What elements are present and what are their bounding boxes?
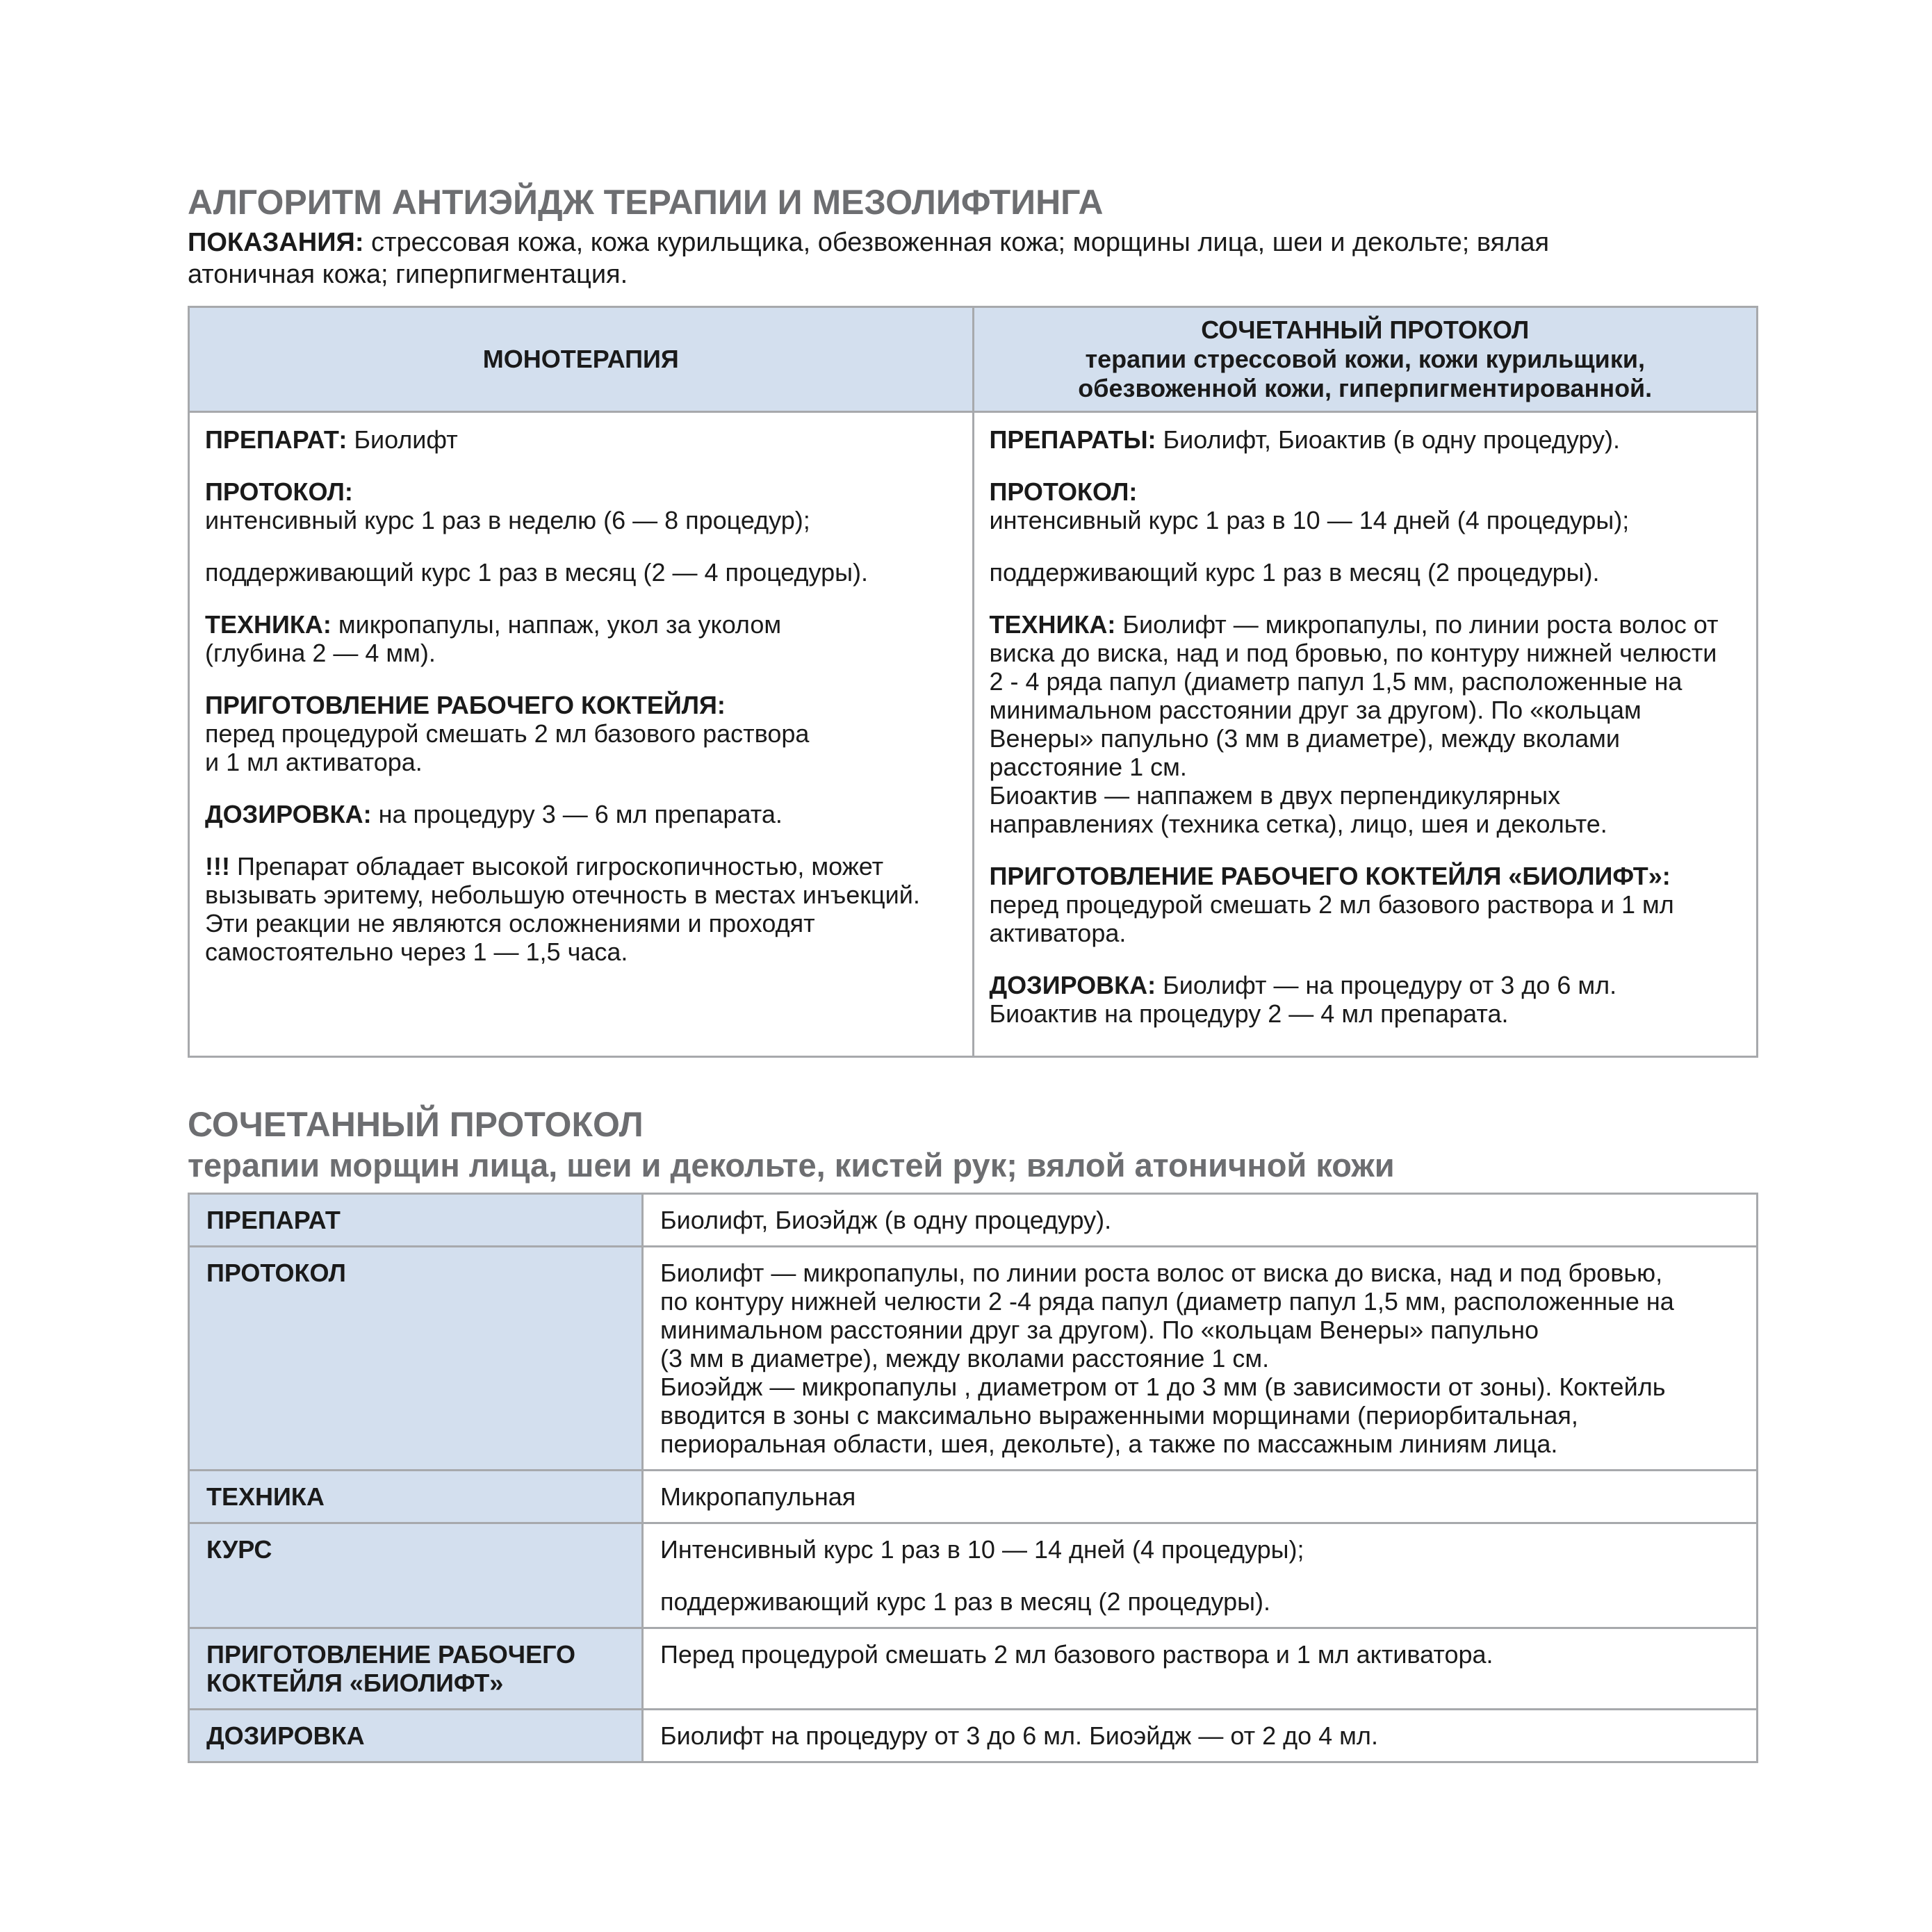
combo-protocol-support	[990, 558, 1742, 587]
combo-tech-line6: расстояние 1 см.	[989, 753, 1187, 781]
table-row	[189, 1247, 1758, 1471]
indications-text: стрессовая кожа, кожа курильщика, обезвоженная кожа; морщины лица, шеи и декольте; вялая	[363, 228, 1550, 257]
row-value-line: поддерживающий курс 1 раз в месяц (2 процедуры).	[660, 1587, 1270, 1616]
mono-dosage	[205, 800, 957, 828]
combo-tech-line2: виска до виска, над и под бровью, по контуру нижней челюсти	[989, 639, 1717, 667]
row-key: ПРОТОКОЛ	[189, 1247, 643, 1471]
document-page	[188, 182, 1758, 1763]
combo-protocol-label: ПРОТОКОЛ:	[989, 477, 1138, 506]
row-value-line: Биолифт — микропапулы, по линии роста волос от виска до виска, над и под бровью,	[660, 1259, 1663, 1287]
monotherapy-header: МОНОТЕРАПИЯ	[189, 307, 974, 412]
mono-protocol-support	[205, 558, 957, 587]
combined-header-line1: СОЧЕТАННЫЙ ПРОТОКОЛ	[1201, 316, 1530, 344]
row-value-line: (3 мм в диаметре), между вколами расстояние 1 см.	[660, 1344, 1270, 1373]
row-key: ТЕХНИКА	[189, 1471, 643, 1523]
mono-tech-text: микропапулы, наппаж, укол за уколом	[331, 610, 782, 639]
mono-warning	[205, 852, 957, 966]
combo-tech-line3: 2 - 4 ряда папул (диаметр папул 1,5 мм, расположенные на	[989, 667, 1683, 696]
combo-protocol	[990, 477, 1742, 534]
mono-dose-text: на процедуру 3 — 6 мл препарата.	[371, 800, 783, 828]
combo-tech-label: ТЕХНИКА:	[989, 610, 1116, 639]
row-key	[189, 1628, 643, 1710]
indications	[188, 227, 1758, 290]
mono-protocol-line2: поддерживающий курс 1 раз в месяц (2 — 4 процедуры).	[205, 558, 869, 587]
combo-protocol-line2: поддерживающий курс 1 раз в месяц (2 процедуры).	[989, 558, 1600, 587]
row-value-line: Биоэйдж — микропапулы , диаметром от 1 до 3 мм (в зависимости от зоны). Коктейль	[660, 1373, 1666, 1401]
mono-cocktail-line1: перед процедурой смешать 2 мл базового раствора	[205, 719, 810, 748]
table-row	[189, 1628, 1758, 1710]
combo-dose-label: ДОЗИРОВКА:	[989, 971, 1156, 999]
row-value-line: Биолифт на процедуру от 3 до 6 мл. Биоэйдж — от 2 до 4 мл.	[660, 1721, 1378, 1750]
monotherapy-cell	[189, 412, 974, 1057]
row-value	[643, 1247, 1758, 1471]
combo-tech-line7: Биоактив — наппажем в двух перпендикулярных	[989, 781, 1561, 810]
mono-note-line1: Препарат обладает высокой гигроскопичностью, может	[229, 852, 884, 881]
combo-tech-text: Биолифт — микропапулы, по линии роста волос от	[1115, 610, 1719, 639]
mono-tech-label: ТЕХНИКА:	[205, 610, 331, 639]
section2-subtitle: терапии морщин лица, шеи и декольте, кистей рук; вялой атоничной кожи	[188, 1147, 1395, 1184]
row-value-line: Микропапульная	[660, 1482, 856, 1511]
table-row	[189, 1471, 1758, 1523]
row-value	[643, 1194, 1758, 1247]
table-row	[189, 1523, 1758, 1628]
combo-protocol-line1: интенсивный курс 1 раз в 10 — 14 дней (4 процедуры);	[989, 506, 1630, 534]
row-key-line1: ПРИГОТОВЛЕНИЕ РАБОЧЕГО	[206, 1640, 576, 1669]
page-title: АЛГОРИТМ АНТИЭЙДЖ ТЕРАПИИ И МЕЗОЛИФТИНГА	[188, 183, 1104, 222]
combo-technique	[990, 610, 1742, 838]
row-value	[643, 1471, 1758, 1523]
row-value	[643, 1523, 1758, 1628]
row-value-line: Перед процедурой смешать 2 мл базового раствора и 1 мл активатора.	[660, 1640, 1493, 1669]
combo-preparation	[990, 425, 1742, 454]
combo-tech-line4: минимальном расстоянии друг за другом). По «кольцам	[989, 696, 1642, 724]
table-row	[189, 1194, 1758, 1247]
mono-note-line2: вызывать эритему, небольшую отечность в местах инъекций.	[205, 881, 920, 909]
row-value-line: по контуру нижней челюсти 2 -4 ряда папул (диаметр папул 1,5 мм, расположенные на	[660, 1287, 1674, 1316]
combo-prep-label: ПРЕПАРАТЫ:	[989, 425, 1156, 454]
row-key-line2: КОКТЕЙЛЯ «БИОЛИФТ»	[206, 1669, 504, 1697]
mono-protocol-line1: интенсивный курс 1 раз в неделю (6 — 8 процедур);	[205, 506, 810, 534]
combo-dosage	[990, 971, 1742, 1028]
row-value	[643, 1710, 1758, 1762]
indications-label: ПОКАЗАНИЯ:	[188, 228, 364, 257]
combined-protocol-table	[188, 1193, 1758, 1763]
combo-dose-line2: Биоактив на процедуру 2 — 4 мл препарата.	[989, 999, 1509, 1028]
combo-cocktail	[990, 862, 1742, 947]
row-key: ПРЕПАРАТ	[189, 1194, 643, 1247]
mono-cocktail-label: ПРИГОТОВЛЕНИЕ РАБОЧЕГО КОКТЕЙЛЯ:	[205, 691, 726, 719]
combo-dose-text: Биолифт — на процедуру от 3 до 6 мл.	[1156, 971, 1617, 999]
mono-preparation	[205, 425, 957, 454]
mono-protocol	[205, 477, 957, 534]
protocols-table-header	[189, 307, 1758, 412]
mono-protocol-label: ПРОТОКОЛ:	[205, 477, 353, 506]
combo-tech-line5: Венеры» папульно (3 мм в диаметре), между вколами	[989, 724, 1620, 753]
mono-technique	[205, 610, 957, 667]
row-value-line: Биолифт, Биоэйдж (в одну процедуру).	[660, 1206, 1112, 1234]
indications-text-2: атоничная кожа; гиперпигментация.	[188, 260, 628, 289]
mono-note-line4: самостоятельно через 1 — 1,5 часа.	[205, 938, 628, 966]
mono-cocktail-line2: и 1 мл активатора.	[205, 748, 423, 776]
row-key: КУРС	[189, 1523, 643, 1628]
row-value-line: вводится в зоны с максимально выраженными морщинами (периорбитальная,	[660, 1401, 1578, 1430]
combo-prep-text: Биолифт, Биоактив (в одну процедуру).	[1156, 425, 1621, 454]
mono-note-line3: Эти реакции не являются осложнениями и проходят	[205, 909, 815, 938]
combined-protocol-cell	[973, 412, 1758, 1057]
warning-marker: !!!	[205, 852, 230, 881]
mono-dose-label: ДОЗИРОВКА:	[205, 800, 372, 828]
row-value	[643, 1628, 1758, 1710]
row-value-line: минимальном расстоянии друг за другом). По «кольцам Венеры» папульно	[660, 1316, 1539, 1344]
protocols-table-body	[189, 412, 1758, 1057]
combo-cocktail-label: ПРИГОТОВЛЕНИЕ РАБОЧЕГО КОКТЕЙЛЯ «БИОЛИФТ»:	[989, 862, 1671, 890]
combined-protocol-header	[973, 307, 1758, 412]
mono-prep-text: Биолифт	[347, 425, 458, 454]
combined-header-line2: терапии стрессовой кожи, кожи курильщики,	[1085, 345, 1645, 373]
row-value-line: периоральная области, шея, декольте), а также по массажным линиям лица.	[660, 1430, 1558, 1458]
table-row	[189, 1710, 1758, 1762]
combo-cocktail-line2: активатора.	[989, 919, 1127, 947]
row-value-line: Интенсивный курс 1 раз в 10 — 14 дней (4 процедуры);	[660, 1535, 1304, 1564]
combo-tech-line8: направлениях (техника сетка), лицо, шея и декольте.	[989, 810, 1607, 838]
row-key: ДОЗИРОВКА	[189, 1710, 643, 1762]
combo-cocktail-line1: перед процедурой смешать 2 мл базового раствора и 1 мл	[989, 890, 1674, 919]
mono-tech-line2: (глубина 2 — 4 мм).	[205, 639, 436, 667]
paragraph-gap	[660, 1564, 1741, 1587]
mono-cocktail	[205, 691, 957, 776]
section2-title: СОЧЕТАННЫЙ ПРОТОКОЛ	[188, 1105, 644, 1144]
protocols-table	[188, 306, 1758, 1058]
combined-header-line3: обезвоженной кожи, гиперпигментированной.	[1078, 374, 1653, 402]
mono-prep-label: ПРЕПАРАТ:	[205, 425, 347, 454]
